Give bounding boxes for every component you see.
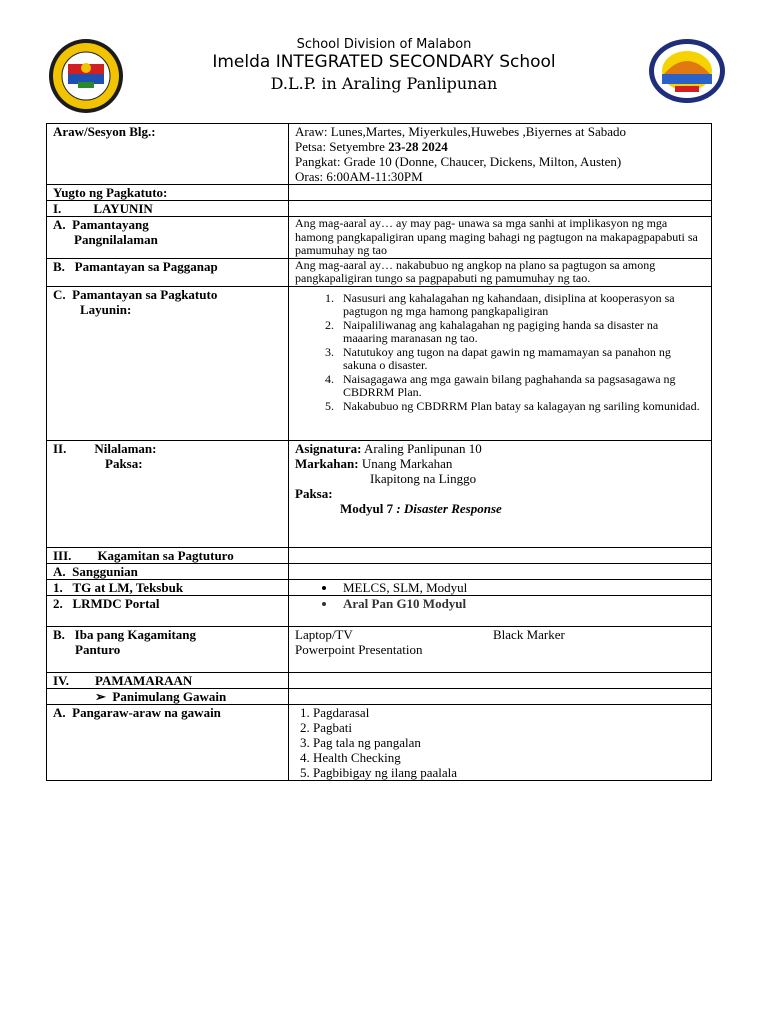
kagamitan-num: III. [53, 547, 72, 563]
pagkatuto-label [47, 286, 289, 440]
pamantayang-row [47, 217, 712, 259]
pangaraw-row [47, 704, 712, 780]
panimula-row [47, 688, 712, 704]
iba-label1: Iba pang Kagamitang [74, 626, 197, 642]
iba-item3: Powerpoint Presentation [295, 641, 423, 657]
session-label: Araw/Sesyon Blg.: [47, 124, 289, 185]
pagkatuto-sub: Layunin: [80, 301, 132, 317]
division-name: School Division of Malabon [296, 37, 472, 52]
pamantayang-label1: Pamantayang [72, 217, 149, 232]
petsa-text [295, 139, 705, 154]
panimula-label [47, 688, 289, 704]
kagamitan-title: Kagamitan sa Pagtuturo [97, 547, 234, 563]
pangaraw-item: 3. Pag tala ng pangalan [313, 735, 705, 750]
pangaraw-item: 4. Health Checking [313, 750, 705, 765]
pamamaraan-num: IV. [53, 672, 70, 688]
tg-label [47, 579, 289, 595]
tg-value: • MELCS, SLM, Modyul [337, 580, 705, 595]
layunin-heading [47, 201, 289, 217]
sanggunian-row [47, 563, 712, 579]
kagamitan-row [47, 547, 712, 563]
objective-item: 1. Nasusuri ang kahalagahan ng kahandaan, disiplina at kooperasyon sa pagtugon ng mga hamong pangkapaligiran [337, 292, 705, 319]
pamamaraan-heading [47, 672, 289, 688]
tg-num: 1. [53, 579, 63, 595]
asignatura-label: Asignatura: [295, 440, 362, 456]
kagamitan-heading [47, 547, 289, 563]
pamamaraan-row [47, 672, 712, 688]
pamantayang-text: Ang mag-aaral ay… ay may pag- unawa sa mga sanhi at implikasyon ng mga hamong pangkapaligiran upang maging bahagi ng pagtugon na makapagpapabuti sa pamumuhay ng tao [289, 217, 712, 259]
pagganap-text: Ang mag-aaral ay… nakabubuo ng angkop na plano sa pagtugon sa among pangkapaligiran tungo sa pagpapabuti ng pamumuhay ng tao. [289, 258, 712, 286]
lrmdc-label [47, 595, 289, 626]
nilalaman-label-text: Nilalaman: [94, 440, 157, 456]
iba-item1: Laptop/TV [295, 626, 353, 642]
pangaraw-list [295, 705, 705, 780]
pangaraw-item: 1. Pagdarasal [313, 705, 705, 720]
paksa-label: Paksa: [295, 485, 333, 501]
iba-label2: Panturo [75, 641, 121, 657]
markahan-label: Markahan: [295, 455, 359, 471]
linggo-value: Ikapitong na Linggo [370, 470, 477, 486]
sanggunian-num: A. [53, 563, 66, 579]
iba-label [47, 626, 289, 672]
modyul-title: : Disaster Response [396, 500, 502, 516]
layunin-num: I. [53, 201, 62, 216]
petsa-prefix: Petsa: Setyembre [295, 139, 389, 154]
session-row [47, 124, 712, 185]
pamamaraan-title: PAMAMARAAN [95, 672, 193, 688]
objectives-list [295, 292, 705, 414]
iba-num: B. [53, 626, 65, 642]
nilalaman-row [47, 440, 712, 547]
document-header [0, 0, 768, 120]
araw-text: Araw: Lunes,Martes, Miyerkules,Huwebes ,Biyernes at Sabado [295, 124, 627, 139]
lrmdc-list [295, 596, 705, 611]
layunin-title: LAYUNIN [93, 201, 153, 216]
pangaraw-label [47, 704, 289, 780]
nilalaman-content [289, 440, 712, 547]
lrmdc-row [47, 595, 712, 626]
asignatura-value: Araling Panlipunan 10 [364, 440, 482, 456]
pagkatuto-objectives [289, 286, 712, 440]
arrow-bullet-icon: ➢ [95, 688, 106, 704]
lrmdc-label-text: LRMDC Portal [72, 595, 160, 611]
pangaraw-label-text: Pangaraw-araw na gawain [72, 704, 221, 720]
pangaraw-item: 2. Pagbati [313, 720, 705, 735]
tg-label-text: TG at LM, Teksbuk [72, 579, 184, 595]
nilalaman-sub: Paksa: [105, 455, 143, 471]
session-details [289, 124, 712, 185]
panimula-label-text: Panimulang Gawain [112, 688, 227, 704]
lesson-plan-table [46, 123, 712, 781]
modyul-label: Modyul 7 [340, 500, 394, 516]
tg-row [47, 579, 712, 595]
pamantayang-label2: Pangnilalaman [74, 232, 158, 247]
pamantayang-label [47, 217, 289, 259]
pamantayang-num: A. [53, 217, 66, 232]
markahan-value: Unang Markahan [361, 455, 453, 471]
pagganap-row [47, 258, 712, 286]
yugto-label: Yugto ng Pagkatuto: [47, 185, 289, 201]
pagkatuto-num: C. [53, 286, 66, 302]
objective-item: 2. Naipaliliwanag ang kahalagahan ng pagiging handa sa disaster na maaaring maranasan ng tao. [337, 319, 705, 346]
objective-item: 3. Natutukoy ang tugon na dapat gawin ng mamamayan sa panahon ng sakuna o disaster. [337, 346, 705, 373]
pangaraw-item: 5. Pagbibigay ng ilang paalala [313, 765, 705, 780]
iba-row [47, 626, 712, 672]
school-name: Imelda INTEGRATED SECONDARY School [212, 52, 556, 72]
pagkatuto-label-text: Pamantayan sa Pagkatuto [72, 286, 218, 302]
nilalaman-num: II. [53, 440, 67, 456]
layunin-row [47, 201, 712, 217]
pagkatuto-row [47, 286, 712, 440]
document-subtitle: D.L.P. in Araling Panlipunan [270, 74, 498, 93]
pangaraw-num: A. [53, 704, 66, 720]
nilalaman-label [47, 440, 289, 547]
oras-text: Oras: 6:00AM-11:30PM [295, 169, 423, 184]
pangkat-text: Pangkat: Grade 10 (Donne, Chaucer, Dickens, Milton, Austen) [295, 154, 622, 169]
yugto-row [47, 185, 712, 201]
pagganap-label-text: Pamantayan sa Pagganap [74, 258, 218, 274]
iba-item2: Black Marker [493, 626, 565, 642]
pagganap-label [47, 258, 289, 286]
objective-item: 5. Nakabubuo ng CBDRRM Plan batay sa kalagayan ng sariling komunidad. [337, 400, 705, 414]
tg-list [295, 580, 705, 595]
objective-item: 4. Naisagagawa ang mga gawain bilang paghahanda sa pagsasagawa ng CBDRRM Plan. [337, 373, 705, 400]
sanggunian-label-text: Sanggunian [72, 563, 138, 579]
petsa-date: 23-28 2024 [388, 139, 448, 154]
lrmdc-num: 2. [53, 595, 63, 611]
pagganap-num: B. [53, 258, 65, 274]
iba-content [289, 626, 712, 672]
lrmdc-value: • Aral Pan G10 Modyul [337, 596, 705, 611]
sanggunian-label [47, 563, 289, 579]
